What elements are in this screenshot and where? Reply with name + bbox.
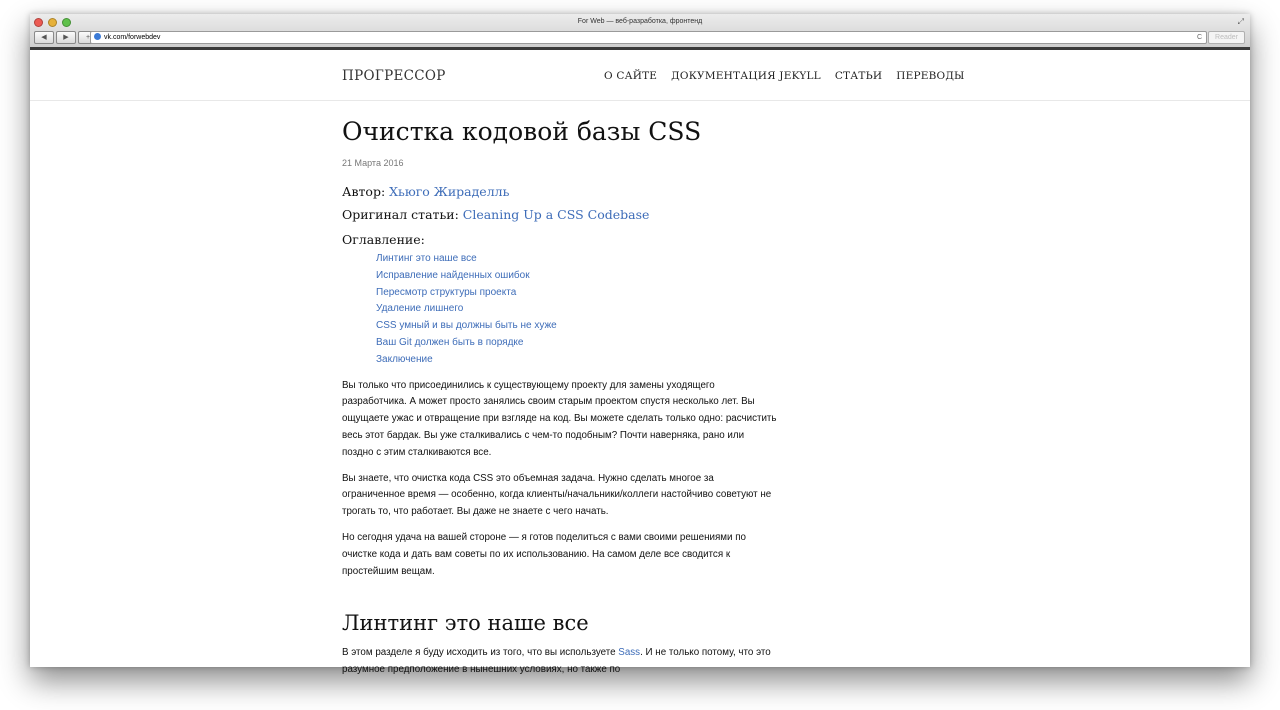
toc-link-structure[interactable]: Пересмотр структуры проекта bbox=[376, 286, 517, 298]
toc-item bbox=[376, 352, 777, 369]
article-date: 21 Марта 2016 bbox=[342, 158, 404, 168]
article-title: Очистка кодовой базы CSS bbox=[342, 117, 702, 146]
fullscreen-icon[interactable]: ⤢ bbox=[1237, 17, 1244, 26]
section-heading-linting: Линтинг это наше все bbox=[342, 611, 589, 636]
site-brand[interactable]: ПРОГРЕССОР bbox=[342, 68, 446, 84]
toc-item bbox=[376, 268, 777, 285]
section-text-cont: . И не только потому, что это разумное предположение в нынешних условиях, но также по bbox=[342, 647, 771, 676]
nav-link-translations[interactable]: ПЕРЕВОДЫ bbox=[896, 70, 965, 82]
address-bar[interactable] bbox=[90, 31, 1207, 44]
toc-item bbox=[376, 285, 777, 302]
toc-item bbox=[376, 251, 777, 268]
toc-heading: Оглавление: bbox=[342, 232, 425, 247]
author-line bbox=[342, 184, 777, 199]
section-paragraph bbox=[342, 645, 777, 679]
toc-link-linting[interactable]: Линтинг это наше все bbox=[376, 253, 477, 264]
reload-button[interactable]: C bbox=[1196, 34, 1202, 41]
toc-link-removal[interactable]: Удаление лишнего bbox=[376, 303, 464, 315]
window-title: For Web — веб-разработка, фронтенд bbox=[577, 18, 703, 25]
url-text: vk.com/forwebdev bbox=[104, 34, 161, 41]
author-link[interactable]: Хьюго Жираделль bbox=[389, 184, 510, 199]
site-nav bbox=[604, 70, 965, 82]
original-label: Оригинал статьи: bbox=[342, 207, 463, 222]
table-of-contents bbox=[342, 251, 777, 369]
navigation-buttons bbox=[34, 31, 98, 44]
browser-toolbar bbox=[30, 14, 1250, 48]
forward-button[interactable]: ▶ bbox=[56, 31, 76, 44]
back-button[interactable]: ◀ bbox=[34, 31, 54, 44]
reader-button[interactable]: Reader bbox=[1208, 31, 1245, 44]
toc-link-css-smart[interactable]: CSS умный и вы должны быть не хуже bbox=[376, 320, 557, 332]
browser-window bbox=[30, 14, 1250, 676]
nav-link-jekyll-docs[interactable]: ДОКУМЕНТАЦИЯ JEKYLL bbox=[671, 70, 821, 82]
toc-link-git[interactable]: Ваш Git должен быть в порядке bbox=[376, 336, 524, 348]
toc-link-conclusion[interactable]: Заключение bbox=[376, 353, 433, 365]
original-line bbox=[342, 207, 777, 222]
body-paragraph: Вы знаете, что очистка кода CSS это объемная задача. Нужно сделать многое за ограниченное время — особенно, когда клиенты/начальники/коллеги настойчиво советуют не трогать то, что работает. Вы даже не знаете с чего начать. bbox=[342, 472, 772, 518]
toc-item bbox=[376, 301, 777, 318]
site-globe-icon bbox=[94, 33, 101, 40]
intro-paragraph: Вы только что присоединились к существующему проекту для замены уходящего разработчика. А может просто занялись своим старым проектом спустя несколько лет. Вы ощущаете ужас и отвращение при взгляде на код. Вы можете сделать только одно: расчистить весь этот бардак. Вы уже сталкивались с чем-то подобным? Почти наверняка, рано или поздно с этим сталкиваются все. bbox=[342, 379, 777, 458]
add-bookmark-button[interactable]: + bbox=[78, 31, 98, 44]
body-paragraph: Но сегодня удача на вашей стороне — я готов поделиться с вами своими решениями по очистке кода и дать вам советы по их использованию. На самом деле все сводится к простейшим вещам. bbox=[342, 531, 746, 577]
nav-link-articles[interactable]: СТАТЬИ bbox=[834, 70, 883, 82]
author-label: Автор: bbox=[342, 184, 390, 199]
article-content bbox=[342, 100, 777, 679]
toc-item bbox=[376, 318, 777, 335]
toc-item bbox=[376, 335, 777, 352]
toc-link-fixing-errors[interactable]: Исправление найденных ошибок bbox=[376, 269, 530, 281]
nav-link-about[interactable]: О САЙТЕ bbox=[604, 70, 658, 82]
original-article-link[interactable]: Cleaning Up a CSS Codebase bbox=[462, 207, 650, 222]
section-text: В этом разделе я буду исходить из того, что вы используете bbox=[342, 647, 619, 659]
site-header bbox=[30, 50, 1250, 101]
sass-link[interactable]: Sass bbox=[618, 647, 641, 659]
